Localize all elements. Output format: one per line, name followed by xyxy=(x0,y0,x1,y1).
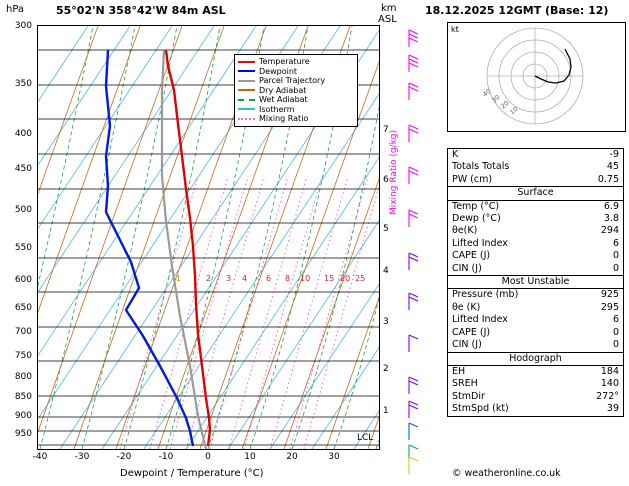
table-row xyxy=(448,403,623,415)
index-value: 6 xyxy=(612,314,619,326)
index-value: 3.8 xyxy=(603,213,619,225)
index-key: CIN (J) xyxy=(452,339,482,351)
table-row xyxy=(448,327,623,339)
pressure-tick: 650 xyxy=(14,303,32,313)
legend-swatch-temperature xyxy=(238,61,255,63)
credit-label: © weatheronline.co.uk xyxy=(452,468,561,479)
pressure-unit-label: hPa xyxy=(6,4,25,15)
legend-swatch-dry-adiabat xyxy=(238,89,255,91)
mixing-ratio-axis-label: Mixing Ratio (g/kg) xyxy=(389,129,399,215)
legend-item xyxy=(238,76,354,86)
legend-label-dry-adiabat: Dry Adiabat xyxy=(259,85,307,95)
legend-label-dewpoint: Dewpoint xyxy=(259,66,298,76)
section-header-most-unstable: Most Unstable xyxy=(448,275,623,289)
pressure-tick: 500 xyxy=(14,205,32,215)
index-key: CAPE (J) xyxy=(452,326,491,338)
legend-label-isotherm: Isotherm xyxy=(259,104,295,114)
index-value: 140 xyxy=(600,378,619,390)
temperature-tick: -20 xyxy=(116,452,132,462)
pressure-tick: 600 xyxy=(14,275,32,285)
temperature-tick: -30 xyxy=(74,452,90,462)
hodograph-unit-label: kt xyxy=(451,25,459,34)
temperature-tick: 20 xyxy=(286,452,298,462)
height-asl-label: ASL xyxy=(378,14,397,25)
legend-item xyxy=(238,86,354,96)
pressure-tick: 450 xyxy=(14,164,32,174)
table-row xyxy=(448,339,623,351)
index-value: 6 xyxy=(612,237,619,249)
index-key: StmSpd (kt) xyxy=(452,403,509,415)
pressure-tick: 400 xyxy=(14,129,32,139)
legend-label-parcel: Parcel Trajectory xyxy=(259,76,326,86)
legend-item xyxy=(238,105,354,115)
table-row xyxy=(448,238,623,250)
temperature-tick: -10 xyxy=(158,452,174,462)
pressure-tick: 800 xyxy=(14,372,32,382)
index-value: 0 xyxy=(612,250,619,262)
index-value: 184 xyxy=(600,365,619,377)
info-panel xyxy=(423,0,629,486)
index-value: 39 xyxy=(606,403,619,415)
height-tick: 3 xyxy=(383,317,389,327)
index-key: Totals Totals xyxy=(452,161,510,173)
pressure-tick: 350 xyxy=(14,79,32,89)
index-value: 294 xyxy=(600,225,619,237)
index-value: 0.75 xyxy=(597,173,619,185)
legend-label-wet-adiabat: Wet Adiabat xyxy=(259,95,308,105)
temperature-tick: 10 xyxy=(244,452,256,462)
index-key: Temp (°C) xyxy=(452,200,500,212)
hodograph-ring-label: 40 xyxy=(481,87,493,99)
table-row xyxy=(448,174,623,186)
index-key: Lifted Index xyxy=(452,237,508,249)
pressure-tick: 900 xyxy=(14,411,32,421)
index-key: CAPE (J) xyxy=(452,250,491,262)
table-row xyxy=(448,161,623,173)
table-row xyxy=(448,263,623,275)
height-tick: 2 xyxy=(383,364,389,374)
index-key: Dewp (°C) xyxy=(452,213,501,225)
legend-item xyxy=(238,67,354,77)
section-header-hodograph: Hodograph xyxy=(448,352,623,366)
index-value: 925 xyxy=(600,289,619,301)
index-key: StmDir xyxy=(452,390,485,402)
legend-item xyxy=(238,57,354,67)
index-value: 295 xyxy=(600,301,619,313)
table-row xyxy=(448,378,623,390)
index-key: PW (cm) xyxy=(452,173,493,185)
mixing-ratio-value: 25 xyxy=(355,274,366,283)
legend-item xyxy=(238,114,354,124)
pressure-tick: 300 xyxy=(14,21,32,31)
index-key: θe(K) xyxy=(452,225,478,237)
station-title: 55°02'N 358°42'W 84m ASL xyxy=(56,4,226,17)
pressure-tick: 750 xyxy=(14,351,32,361)
mixing-ratio-value: 15 xyxy=(324,274,335,283)
legend xyxy=(234,54,358,127)
index-key: CIN (J) xyxy=(452,262,482,274)
table-row xyxy=(448,302,623,314)
height-tick: 7 xyxy=(383,125,389,135)
legend-label-temperature: Temperature xyxy=(259,57,310,67)
legend-swatch-parcel xyxy=(238,80,255,82)
height-tick: 4 xyxy=(383,266,389,276)
pressure-tick: 700 xyxy=(14,327,32,337)
mixing-ratio-value: 2 xyxy=(206,274,212,283)
temperature-tick: -40 xyxy=(32,452,48,462)
table-row xyxy=(448,391,623,403)
index-value: 0 xyxy=(612,326,619,338)
table-row xyxy=(448,149,623,161)
height-tick: 6 xyxy=(383,175,389,185)
index-key: Pressure (mb) xyxy=(452,289,519,301)
table-row xyxy=(448,213,623,225)
x-axis-title: Dewpoint / Temperature (°C) xyxy=(120,468,264,479)
height-unit-label: km xyxy=(381,3,397,14)
pressure-tick: 950 xyxy=(14,429,32,439)
hodograph-ring-label: 10 xyxy=(508,105,520,117)
mixing-ratio-value: 1 xyxy=(176,274,182,283)
mixing-ratio-value: 8 xyxy=(285,274,291,283)
index-key: θe (K) xyxy=(452,301,481,313)
mixing-ratio-value: 20 xyxy=(340,274,351,283)
index-value: 0 xyxy=(612,262,619,274)
table-row xyxy=(448,225,623,237)
table-row xyxy=(448,289,623,301)
pressure-tick: 550 xyxy=(14,243,32,253)
wind-barb-column xyxy=(398,25,420,475)
indices-table xyxy=(447,148,624,417)
index-value: 6.9 xyxy=(603,200,619,212)
mixing-ratio-value: 10 xyxy=(300,274,311,283)
mixing-ratio-value: 6 xyxy=(266,274,272,283)
legend-swatch-dewpoint xyxy=(238,70,255,72)
hodograph-svg xyxy=(448,23,623,129)
index-key: K xyxy=(452,149,459,160)
table-row xyxy=(448,366,623,378)
section-header-surface: Surface xyxy=(448,186,623,200)
mixing-ratio-value: 3 xyxy=(226,274,232,283)
index-value: 0 xyxy=(612,339,619,351)
hodograph-trace xyxy=(535,49,571,83)
hodograph-ring-label: 20 xyxy=(499,99,511,111)
hodograph-box xyxy=(447,22,626,132)
lcl-label: LCL xyxy=(357,433,374,443)
index-key: SREH xyxy=(452,378,478,390)
pressure-tick: 850 xyxy=(14,392,32,402)
index-value: 272° xyxy=(596,390,619,402)
legend-swatch-isotherm xyxy=(238,108,255,110)
temperature-tick: 0 xyxy=(205,452,211,462)
legend-label-mixing-ratio: Mixing Ratio xyxy=(259,114,309,124)
table-row xyxy=(448,250,623,262)
legend-item xyxy=(238,95,354,105)
skewt-plot-area xyxy=(37,25,380,450)
table-row xyxy=(448,314,623,326)
hodograph-ring-label: 30 xyxy=(490,93,502,105)
index-value: -9 xyxy=(609,149,619,160)
height-tick: 5 xyxy=(383,224,389,234)
legend-swatch-mixing-ratio xyxy=(238,118,255,120)
legend-swatch-wet-adiabat xyxy=(238,99,255,101)
index-key: EH xyxy=(452,365,466,377)
temperature-curve xyxy=(166,50,210,446)
mixing-ratio-value: 4 xyxy=(242,274,248,283)
run-title: 18.12.2025 12GMT (Base: 12) xyxy=(425,4,609,17)
table-row xyxy=(448,201,623,213)
height-tick: 1 xyxy=(383,406,389,416)
temperature-tick: 30 xyxy=(328,452,340,462)
index-key: Lifted Index xyxy=(452,314,508,326)
index-value: 45 xyxy=(606,161,619,173)
